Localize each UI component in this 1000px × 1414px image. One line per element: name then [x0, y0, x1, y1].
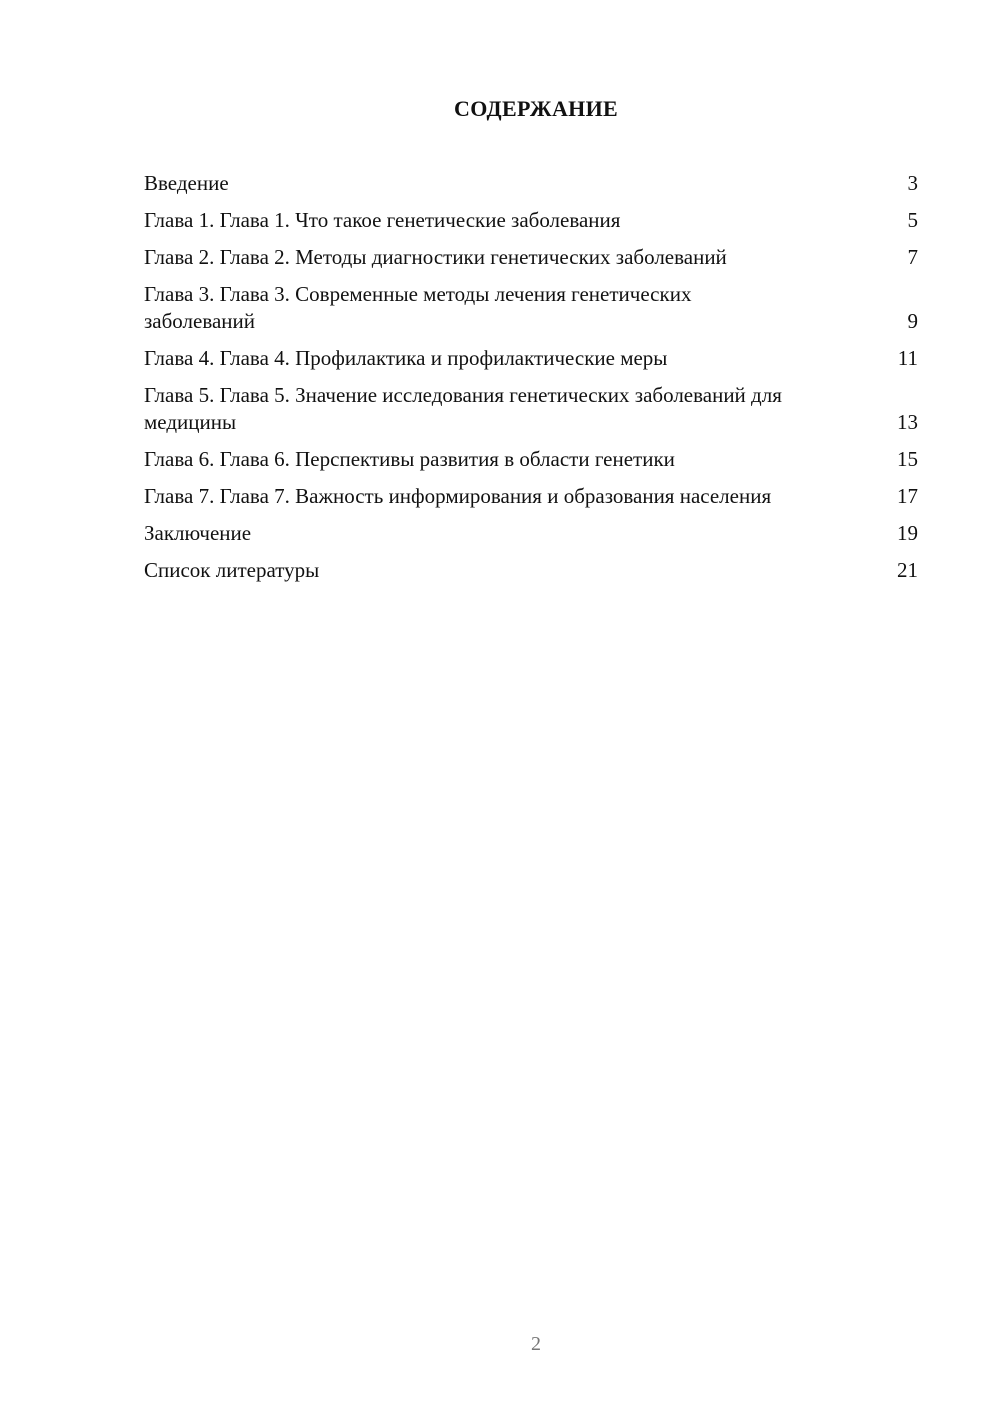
toc-entry-chapter-6 [144, 446, 918, 473]
toc-entry-page: 9 [907, 309, 918, 333]
toc-entry-introduction [144, 170, 918, 197]
toc-entry-text: Глава 1. Глава 1. Что такое генетические заболевания [144, 208, 621, 232]
toc-entry-page: 5 [907, 208, 918, 232]
toc-entry-chapter-1 [144, 207, 918, 234]
page-number: 2 [531, 1333, 541, 1355]
toc-title: СОДЕРЖАНИЕ [454, 96, 618, 121]
toc-entry-text: Глава 4. Глава 4. Профилактика и профилактические меры [144, 346, 668, 370]
toc-entry-text: Заключение [144, 521, 252, 545]
toc-entry-page: 15 [897, 447, 918, 471]
toc-entry-chapter-5 [144, 382, 918, 436]
toc-entry-page: 21 [897, 558, 918, 582]
toc-entry-chapter-7 [144, 483, 918, 510]
toc-entry-text: Список литературы [144, 558, 320, 582]
toc-entry-page: 13 [897, 410, 918, 434]
toc-entry-page: 19 [897, 521, 918, 545]
toc-entry-text: Глава 2. Глава 2. Методы диагностики генетических заболеваний [144, 245, 727, 269]
toc-entry-text: Глава 6. Глава 6. Перспективы развития в области генетики [144, 447, 675, 471]
toc-entry-references [144, 557, 918, 584]
toc-entry-text: Глава 5. Глава 5. Значение исследования генетических заболеваний для медицины [144, 383, 782, 434]
toc-entry-chapter-2 [144, 244, 918, 271]
toc-entry-conclusion [144, 520, 918, 547]
toc-entry-chapter-4 [144, 345, 918, 372]
table-of-contents [144, 170, 918, 594]
toc-entry-text: Глава 3. Глава 3. Современные методы лечения генетических заболеваний [144, 282, 692, 333]
toc-entry-page: 11 [897, 346, 918, 370]
toc-entry-page: 7 [907, 245, 918, 269]
toc-entry-chapter-3 [144, 281, 918, 335]
toc-entry-page: 17 [897, 484, 918, 508]
toc-entry-text: Введение [144, 171, 229, 195]
toc-entry-text: Глава 7. Глава 7. Важность информирования и образования населения [144, 484, 772, 508]
toc-entry-page: 3 [907, 171, 918, 195]
